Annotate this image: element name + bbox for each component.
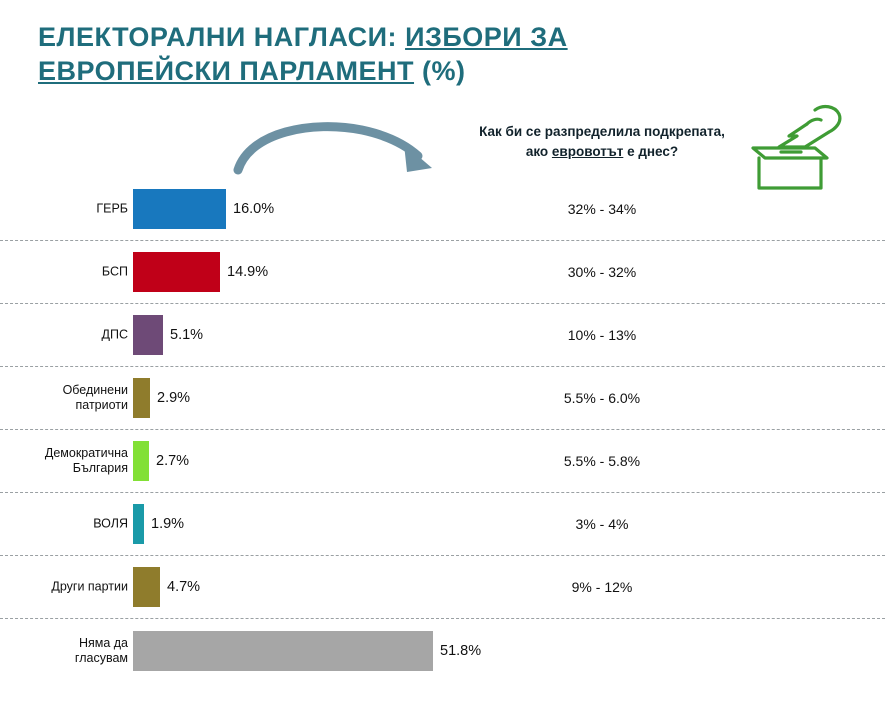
bar-chart	[0, 178, 885, 682]
bar-zone	[133, 504, 184, 544]
title-line-2	[38, 54, 758, 88]
category-label-line2: гласувам	[74, 650, 128, 665]
table-row	[0, 430, 885, 493]
category-label	[10, 580, 128, 595]
title-part-plain-1: ЕЛЕКТОРАЛНИ НАГЛАСИ:	[38, 22, 406, 52]
category-label-line1: Няма да	[78, 635, 128, 650]
bar-value-label: 14.9%	[227, 264, 269, 280]
title-part-underlined-2: ЕВРОПЕЙСКИ ПАРЛАМЕНТ	[38, 56, 415, 86]
bar-value-label: 5.1%	[170, 327, 204, 343]
category-label	[10, 446, 128, 476]
category-label-line2: патриоти	[75, 398, 128, 412]
range-value: 9% - 12%	[571, 579, 633, 595]
bar	[133, 567, 160, 607]
category-label-line1: БСП	[101, 264, 128, 279]
range-value: 5.5% - 6.0%	[563, 390, 641, 406]
category-label	[10, 383, 128, 413]
table-row	[0, 367, 885, 430]
table-row	[0, 619, 885, 682]
bar	[133, 631, 433, 671]
category-label-line1: ДПС	[101, 327, 128, 342]
category-label	[10, 265, 128, 280]
bar-zone	[133, 378, 190, 418]
bar-zone	[133, 567, 200, 607]
bar-value-label: 2.9%	[157, 390, 191, 406]
question-line-2-post: е днес?	[623, 144, 679, 159]
page-title	[38, 20, 758, 88]
table-row	[0, 241, 885, 304]
table-row	[0, 556, 885, 619]
bar-zone	[133, 315, 203, 355]
curved-arrow-icon	[232, 118, 452, 178]
bar-value-label: 51.8%	[440, 642, 482, 659]
category-label-line1: ГЕРБ	[96, 201, 128, 216]
question-line-2-underlined: евровотът	[551, 144, 624, 159]
category-label-line1: Други партии	[51, 579, 128, 594]
question-line-2	[452, 142, 752, 162]
range-value: 3% - 4%	[575, 516, 629, 532]
category-label	[10, 202, 128, 217]
bar	[133, 378, 150, 418]
bar-zone	[133, 441, 189, 481]
table-row	[0, 178, 885, 241]
question-line-2-pre: ако	[525, 144, 552, 159]
bar	[133, 252, 220, 292]
bar-zone	[133, 252, 268, 292]
title-part-plain-2: (%)	[414, 56, 466, 86]
bar	[133, 441, 149, 481]
category-label-line1: Обединени	[62, 383, 128, 397]
range-value: 30% - 32%	[567, 264, 637, 280]
category-label	[10, 517, 128, 532]
bar-value-label: 1.9%	[151, 516, 185, 532]
question-text	[452, 122, 752, 162]
category-label	[10, 636, 128, 666]
bar	[133, 189, 226, 229]
category-label-line2: България	[72, 461, 128, 475]
range-value: 32% - 34%	[567, 201, 637, 217]
table-row	[0, 493, 885, 556]
bar	[133, 315, 163, 355]
bar-value-label: 4.7%	[167, 579, 201, 595]
bar-value-label: 2.7%	[156, 453, 190, 469]
range-value: 5.5% - 5.8%	[563, 453, 641, 469]
bar-value-label: 16.0%	[233, 201, 275, 217]
question-line-1: Как би се разпределила подкрепата,	[479, 124, 725, 139]
category-label-line1: Демократична	[44, 446, 128, 460]
category-label	[10, 328, 128, 343]
category-label-line1: ВОЛЯ	[93, 516, 128, 531]
range-value: 10% - 13%	[567, 327, 637, 343]
bar	[133, 504, 144, 544]
title-part-underlined-1: ИЗБОРИ ЗА	[405, 22, 568, 52]
bar-zone	[133, 631, 481, 671]
bar-zone	[133, 189, 274, 229]
table-row	[0, 304, 885, 367]
title-line-1	[38, 20, 758, 54]
